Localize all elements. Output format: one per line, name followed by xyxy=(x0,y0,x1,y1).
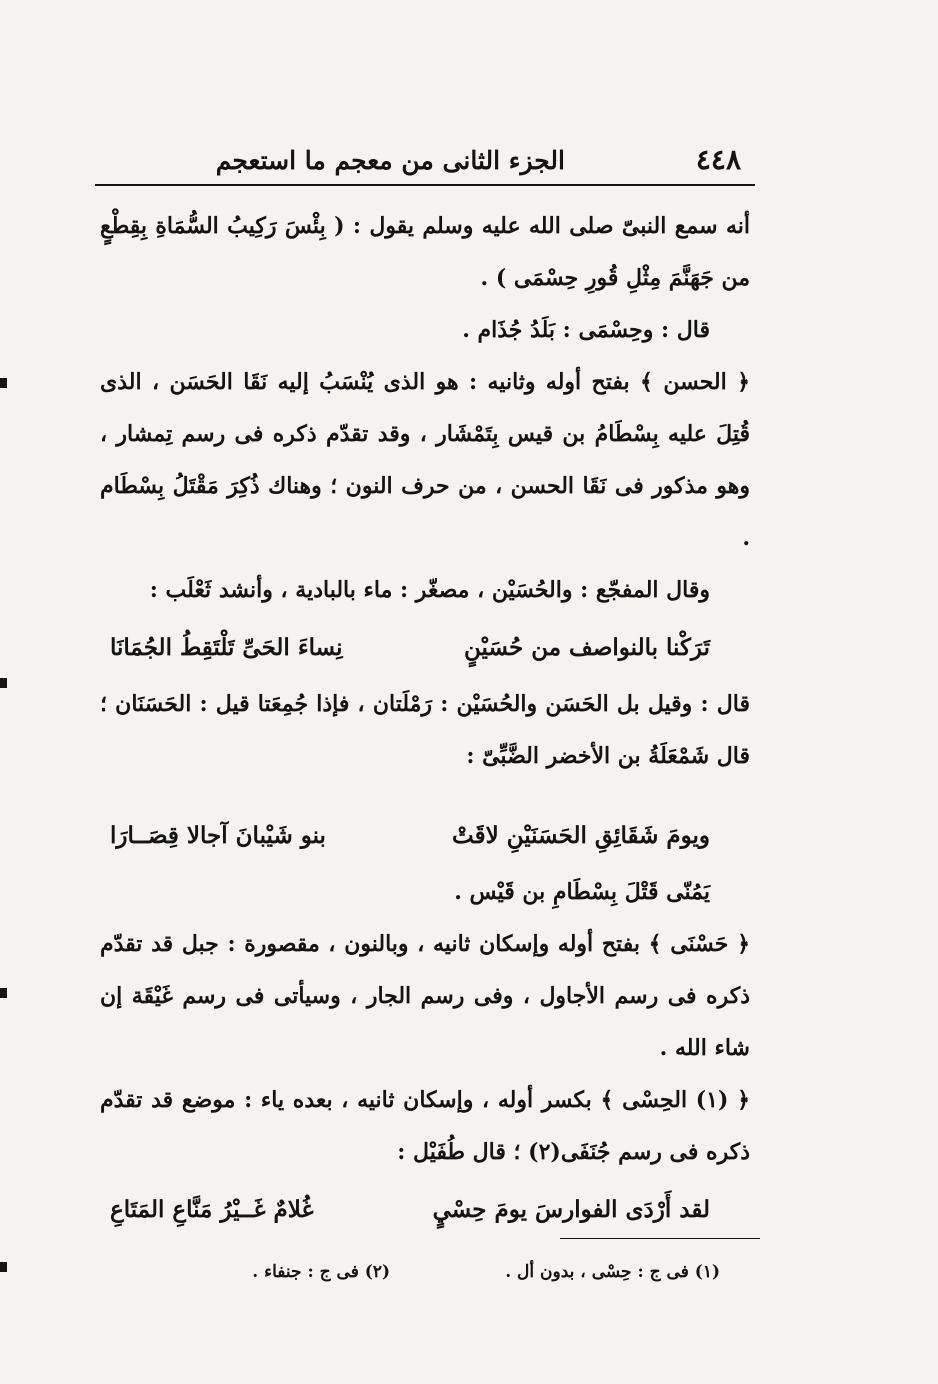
page-header xyxy=(95,140,755,186)
paragraph-1: أنه سمع النبىّ صلى الله عليه وسلم يقول : ( بِئْسَ رَكِيبُ السُّمَاةِ بِقِطْعٍ من جَهَنَّمَ مِثْلِ قُورِ حِسْمَى ) . xyxy=(100,213,750,291)
footnote-1: (١) فى ج : حِسْى ، بدون أل . xyxy=(505,1262,720,1282)
verse-1-second-hemistich: نِساءَ الحَىِّ تَلْتَقِطُ الجُمَانَا xyxy=(110,634,343,661)
footnote-2: (٢) فى ج : جنفاء . xyxy=(252,1262,390,1282)
verse-2-first-hemistich: ويومَ شَقَائِقِ الحَسَنَيْنِ لاقَتْ xyxy=(452,822,710,849)
footnote-rule xyxy=(560,1238,760,1239)
verse-3 xyxy=(100,1184,750,1236)
body-text xyxy=(100,200,750,1240)
paragraph-4: وقال المفجّع : والحُسَيْن ، مصغّر : ماء بالبادية ، وأنشد ثَعْلَب : xyxy=(149,577,710,603)
entry-hasna: ﴿ حَسْنَى ﴾ بفتح أوله وإسكان ثانيه ، وبالنون ، مقصورة : جبل قد تقدّم ذكره فى رسم الأجاول ، وفى رسم الجار ، وسيأتى فى رسم غَيْقَة إن شاء الله . xyxy=(100,931,750,1061)
paragraph-2: قال : وحِسْمَى : بَلَدُ جُذَام . xyxy=(462,317,710,343)
entry-al-hisy: ﴿ (١) الحِسْى ﴾ بكسر أوله ، وإسكان ثانيه ، بعده ياء : موضع قد تقدّم ذكره فى رسم جُنَفَى(٢) ؛ قال طُفَيْل : xyxy=(100,1087,750,1165)
verse-2-second-hemistich: بنو شَيْبانَ آجالا قِصَــارَا xyxy=(110,822,326,849)
margin-mark xyxy=(0,988,7,998)
header-rule xyxy=(95,184,755,186)
verse-3-second-hemistich: غُلامٌ غَــيْرُ مَنَّاعِ المَتَاعِ xyxy=(110,1196,314,1223)
page-number: ٤٤٨ xyxy=(695,143,741,176)
verse-1-first-hemistich: تَرَكْنا بالنواصف من حُسَيْنٍ xyxy=(464,634,710,661)
entry-al-hasan: ﴿ الحسن ﴾ بفتح أوله وثانيه : هو الذى يُنْسَبُ إليه نَقَا الحَسَن ، الذى قُتِلَ عليه بِسْطَامُ بن قيس بِتَمْشَار ، وقد تقدّم ذكره فى رسم تِمشار ، وهو مذكور فى نَقَا الحسن ، من حرف النون ؛ وهناك ذُكِرَ مَقْتَلُ بِسْطَام . xyxy=(100,369,750,551)
margin-mark xyxy=(0,378,7,388)
verse-2 xyxy=(100,810,750,862)
paragraph-5: قال : وقيل بل الحَسَن والحُسَيْن : رَمْلَتان ، فإذا جُمِعَتا قيل : الحَسَنَان ؛ قال شَمْعَلَةُ بن الأخضر الضَّبِّىّ : xyxy=(100,691,750,769)
margin-mark xyxy=(0,1262,7,1272)
running-title: الجزء الثانى من معجم ما استعجم xyxy=(215,146,565,175)
verse-1 xyxy=(100,622,750,674)
verse-2-continuation: يَمُنّى قَتْلَ بِسْطَامِ بن قَيْس . xyxy=(454,879,710,905)
footnotes xyxy=(200,1262,730,1302)
margin-mark xyxy=(0,678,7,688)
verse-3-first-hemistich: لقد أَرْدَى الفوارسَ يومَ حِسْيٍ xyxy=(432,1196,710,1223)
